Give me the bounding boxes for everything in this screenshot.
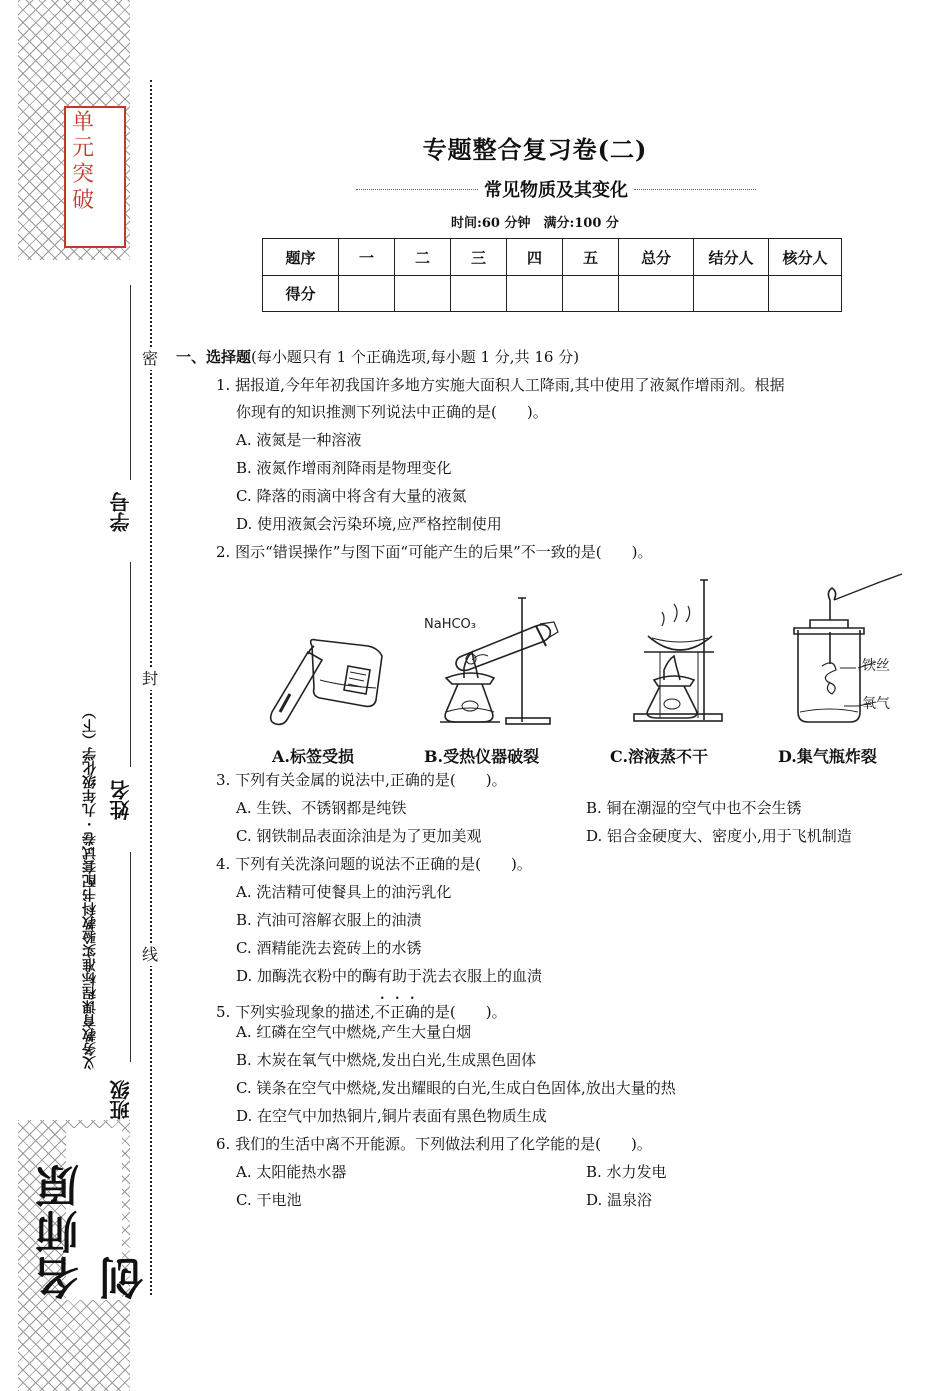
question-1 xyxy=(216,375,785,395)
option-b: B. 铜在潮湿的空气中也不会生锈 xyxy=(586,799,802,817)
brand-char: 单 xyxy=(72,110,95,135)
option-b: B. 液氮作增雨剂降雨是物理变化 xyxy=(236,459,452,477)
option-d: D. 加酶洗衣粉中的酶有助于洗去衣服上的血渍 xyxy=(236,967,543,985)
question-stem-cont: 你现有的知识推测下列说法中正确的是( )。 xyxy=(236,403,548,421)
brand-bottom-text: 名师原创 xyxy=(36,1162,151,1300)
option-a: A. 洗洁精可使餐具上的油污乳化 xyxy=(236,883,452,901)
series-title: 义务教育课程标准实验教科书配套试卷 · 九年级化学（下） xyxy=(82,705,98,1070)
section-title: 一、选择题 xyxy=(176,348,252,366)
option-b: B. 木炭在氧气中燃烧,发出白光,生成黑色固体 xyxy=(236,1051,537,1069)
option-c: C. 酒精能洗去瓷砖上的水锈 xyxy=(236,939,422,957)
score-input-cell[interactable] xyxy=(507,276,563,312)
figure-caption-c: C.溶液蒸不干 xyxy=(610,747,709,766)
question-6 xyxy=(216,1134,652,1154)
option-d: D. 在空气中加热铜片,铜片表面有黑色物质生成 xyxy=(236,1107,547,1125)
question-stem-emphasis: 不正确 xyxy=(374,1003,420,1021)
figure-caption-d: D.集气瓶炸裂 xyxy=(778,747,877,766)
score-input-cell[interactable] xyxy=(694,276,769,312)
question-number: 3. xyxy=(216,771,231,789)
figure-caption-a: A.标签受损 xyxy=(272,747,354,766)
seal-char-feng: 封 xyxy=(138,668,162,690)
figure-c-evaporating xyxy=(634,580,722,721)
brand-char: 突 xyxy=(72,162,95,187)
question-number: 1. xyxy=(216,376,231,394)
brand-char: 破 xyxy=(72,188,95,213)
student-id-line xyxy=(130,285,131,480)
score-input-cell[interactable] xyxy=(339,276,395,312)
exam-info: 时间:60 分钟 满分:100 分 xyxy=(451,216,619,231)
table-header-cell: 题序 xyxy=(263,239,339,276)
lab-operations-figure xyxy=(250,572,910,742)
table-header-cell: 四 xyxy=(507,239,563,276)
class-line xyxy=(130,852,131,1062)
score-table-score-row xyxy=(263,276,842,312)
option-a: A. 红磷在空气中燃烧,产生大量白烟 xyxy=(236,1023,472,1041)
dotted-rule xyxy=(634,189,756,190)
dotted-rule xyxy=(356,189,478,190)
question-4 xyxy=(216,854,532,874)
page-subtitle: 常见物质及其变化 xyxy=(484,180,628,201)
score-table xyxy=(262,238,842,312)
question-5 xyxy=(216,994,507,1022)
figure-label-oxygen: 氧气 xyxy=(862,696,890,712)
option-b: B. 水力发电 xyxy=(586,1163,667,1181)
section-heading xyxy=(176,346,579,367)
question-stem: 图示“错误操作”与图下面“可能产生的后果”不一致的是( )。 xyxy=(235,543,653,561)
question-3 xyxy=(216,770,507,790)
figure-label-iron-wire: 铁丝 xyxy=(862,658,890,674)
option-d: D. 铝合金硬度大、密度小,用于飞机制造 xyxy=(586,827,852,845)
page-title: 专题整合复习卷(二) xyxy=(422,135,648,164)
section-note: (每小题只有 1 个正确选项,每小题 1 分,共 16 分) xyxy=(251,348,580,366)
option-c: C. 钢铁制品表面涂油是为了更加美观 xyxy=(236,827,482,845)
figure-label-nahco3: NaHCO₃ xyxy=(424,617,476,632)
seal-char-mi: 密 xyxy=(138,348,162,370)
figure-a-pouring xyxy=(271,640,382,725)
unit-breakthrough-label xyxy=(64,106,126,248)
student-id-label: 学号 xyxy=(109,492,133,532)
option-c: C. 降落的雨滴中将含有大量的液氮 xyxy=(236,487,467,505)
score-input-cell[interactable] xyxy=(619,276,694,312)
question-stem-start: 下列实验现象的描述, xyxy=(235,1003,375,1021)
table-header-cell: 总分 xyxy=(619,239,694,276)
question-stem: 我们的生活中离不开能源。下列做法利用了化学能的是( )。 xyxy=(235,1135,652,1153)
score-input-cell[interactable] xyxy=(769,276,842,312)
table-header-cell: 五 xyxy=(563,239,619,276)
option-d: D. 使用液氮会污染环境,应严格控制使用 xyxy=(236,515,502,533)
table-header-cell: 一 xyxy=(339,239,395,276)
score-input-cell[interactable] xyxy=(451,276,507,312)
question-number: 6. xyxy=(216,1135,231,1153)
score-table-header-row xyxy=(263,239,842,276)
question-stem: 下列有关金属的说法中,正确的是( )。 xyxy=(235,771,507,789)
option-d: D. 温泉浴 xyxy=(586,1191,653,1209)
seal-char-xian: 线 xyxy=(138,944,162,966)
table-header-cell: 核分人 xyxy=(769,239,842,276)
figure-caption-b: B.受热仪器破裂 xyxy=(424,747,540,766)
option-b: B. 汽油可溶解衣服上的油渍 xyxy=(236,911,422,929)
brand-char: 元 xyxy=(72,136,95,161)
question-stem: 下列有关洗涤问题的说法不正确的是( )。 xyxy=(235,855,532,873)
question-stem-end: 的是( )。 xyxy=(419,1003,507,1021)
score-input-cell[interactable] xyxy=(563,276,619,312)
option-c: C. 镁条在空气中燃烧,发出耀眼的白光,生成白色固体,放出大量的热 xyxy=(236,1079,676,1097)
question-number: 4. xyxy=(216,855,231,873)
name-label: 姓名 xyxy=(109,780,133,820)
question-2 xyxy=(216,542,652,562)
question-number: 2. xyxy=(216,543,231,561)
table-header-cell: 结分人 xyxy=(694,239,769,276)
option-a: A. 生铁、不锈钢都是纯铁 xyxy=(236,799,407,817)
class-label: 班级 xyxy=(109,1080,133,1120)
table-header-cell: 二 xyxy=(395,239,451,276)
option-a: A. 液氮是一种溶液 xyxy=(236,431,362,449)
option-a: A. 太阳能热水器 xyxy=(236,1163,347,1181)
question-number: 5. xyxy=(216,1003,231,1021)
question-stem: 据报道,今年年初我国许多地方实施大面积人工降雨,其中使用了液氮作增雨剂。根据 xyxy=(235,376,785,394)
score-row-label: 得分 xyxy=(263,276,339,312)
score-input-cell[interactable] xyxy=(395,276,451,312)
famous-teacher-original-logo xyxy=(36,1128,151,1300)
option-c: C. 干电池 xyxy=(236,1191,302,1209)
table-header-cell: 三 xyxy=(451,239,507,276)
subtitle-row xyxy=(356,176,756,202)
name-line xyxy=(130,562,131,767)
